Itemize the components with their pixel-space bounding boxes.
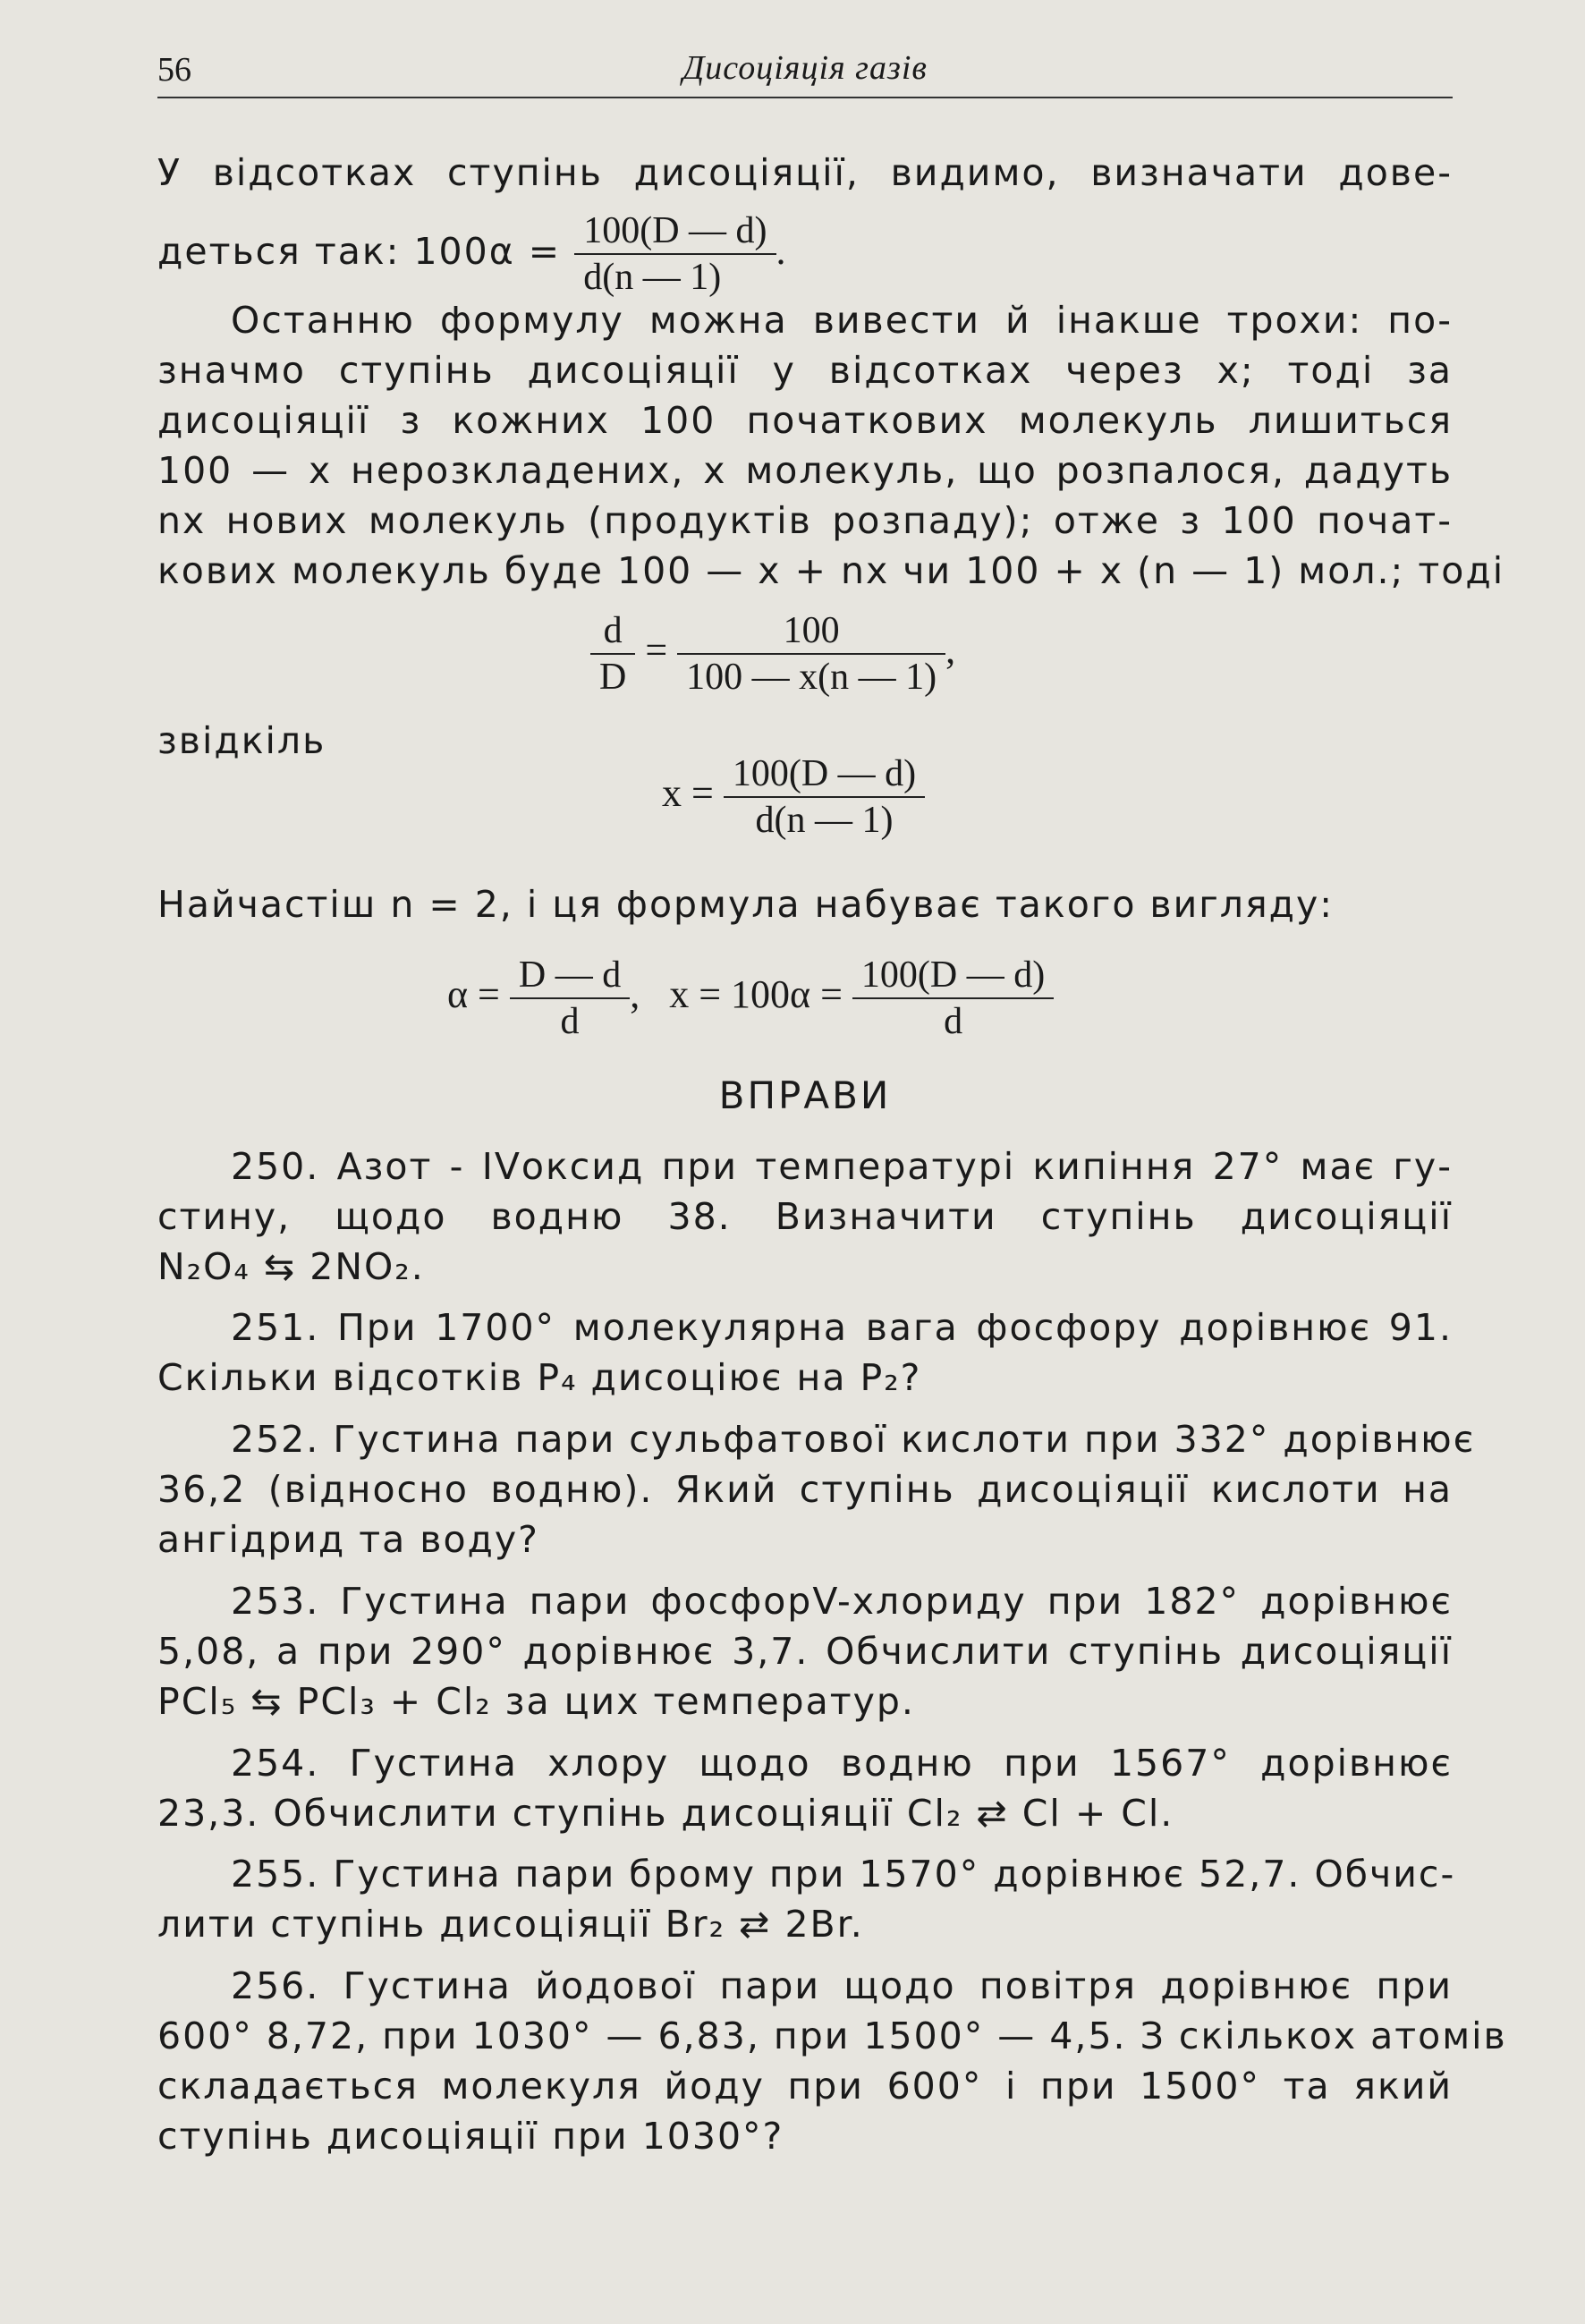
text-line: 36,2 (відносно водню). Який ступінь дисоціяції кислоти на — [157, 1468, 1453, 1511]
text-line: 5,08, а при 290° дорівнює 3,7. Обчислити ступінь дисоціяції — [157, 1630, 1453, 1673]
fraction-denominator: D — [590, 653, 635, 700]
section-title: ВПРАВИ — [718, 1073, 892, 1117]
punctuation: , — [630, 972, 640, 1017]
text-line: лити ступінь дисоціяції Br₂ ⇄ 2Br. — [157, 1903, 864, 1946]
formula-d-over-D — [590, 608, 955, 700]
punctuation: . — [776, 229, 786, 273]
fraction-rhs — [677, 608, 945, 700]
fraction-denominator: d(n — 1) — [574, 253, 776, 300]
fraction-numerator: 100(D — d) — [732, 753, 917, 794]
text-line: N₂O₄ ⇆ 2NO₂. — [157, 1245, 425, 1288]
punctuation: , — [945, 628, 956, 673]
text-line: У відсотках ступінь дисоціяції, видимо, визначати дове- — [157, 151, 1453, 194]
formula-lhs: x = 100α = — [669, 972, 843, 1017]
fraction-denominator: d(n — 1) — [724, 796, 925, 843]
text-line: дисоціяції з кожних 100 початкових молекуль лишиться — [157, 399, 1453, 442]
text-line: стину, щодо водню 38. Визначити ступінь дисоціяції — [157, 1195, 1453, 1238]
fraction — [852, 953, 1054, 1044]
formula-x — [662, 751, 925, 843]
text-line: 253. Густина пари фосфорV-хлориду при 182° дорівнює — [231, 1580, 1453, 1623]
text-line: 23,3. Обчислити ступінь дисоціяції Cl₂ ⇄ Cl + Cl. — [157, 1792, 1174, 1835]
page-header — [157, 47, 1453, 93]
fraction-numerator: d — [603, 610, 623, 651]
text-line-with-fraction — [157, 202, 1453, 301]
text-line: 255. Густина пари брому при 1570° дорівнює 52,7. Обчис- — [231, 1853, 1456, 1896]
page-number: 56 — [157, 51, 191, 89]
text-line: 256. Густина йодової пари щодо повітря дорівнює при — [231, 1964, 1453, 2007]
inline-fraction — [574, 208, 776, 300]
formula-alpha-and-x — [447, 953, 1054, 1044]
running-title: Дисоціяція газів — [682, 49, 928, 87]
header-rule — [157, 97, 1453, 98]
text-line: ступінь дисоціяції при 1030°? — [157, 2115, 784, 2158]
fraction-denominator: d — [852, 997, 1054, 1044]
formula-lhs: α = — [447, 972, 500, 1017]
fraction-numerator: D — d — [518, 954, 622, 996]
text-line: кових молекуль буде 100 — x + nx чи 100 + x (n — 1) мол.; тоді — [157, 549, 1505, 592]
text-line: звідкіль — [157, 719, 326, 762]
text-line: Останню формулу можна вивести й інакше трохи: по- — [231, 299, 1453, 342]
fraction-denominator: 100 — x(n — 1) — [677, 653, 945, 700]
text-line: Скільки відсотків P₄ дисоціює на P₂? — [157, 1356, 922, 1399]
fraction-numerator: 100 — [783, 610, 840, 651]
text-line: 600° 8,72, при 1030° — 6,83, при 1500° — 4,5. З скількох атомів — [157, 2014, 1507, 2057]
fraction-numerator: 100(D — d) — [860, 954, 1046, 996]
equals-sign: = — [645, 628, 668, 673]
text-line: PCl₅ ⇆ PCl₃ + Cl₂ за цих температур. — [157, 1680, 915, 1723]
text-line: 254. Густина хлору щодо водню при 1567° дорівнює — [231, 1742, 1453, 1785]
fraction — [724, 751, 925, 843]
fraction-numerator: 100(D — d) — [583, 210, 767, 251]
text-line: Найчастіш n = 2, і ця формула набуває такого вигляду: — [157, 883, 1335, 926]
text-line: ангідрид та воду? — [157, 1518, 539, 1561]
fraction-denominator: d — [510, 997, 630, 1044]
formula-lhs: x = — [662, 771, 714, 816]
text-line: 252. Густина пари сульфатової кислоти при 332° дорівнює — [231, 1418, 1476, 1461]
text-line: 251. При 1700° молекулярна вага фосфору дорівнює 91. — [231, 1306, 1453, 1349]
text-line: nx нових молекуль (продуктів розпаду); отже з 100 почат- — [157, 499, 1453, 542]
text-line: 100 — x нерозкладених, x молекуль, що розпалося, дадуть — [157, 449, 1453, 492]
inline-text: деться так: 100α = — [157, 230, 562, 273]
text-line: складається молекуля йоду при 600° і при 1500° та який — [157, 2065, 1453, 2108]
text-line: 250. Азот - IVоксид при температурі кипіння 27° має гу- — [231, 1145, 1453, 1188]
text-line: значмо ступінь дисоціяції у відсотках через x; тоді за — [157, 349, 1453, 392]
fraction-lhs — [590, 608, 635, 700]
fraction — [510, 953, 630, 1044]
